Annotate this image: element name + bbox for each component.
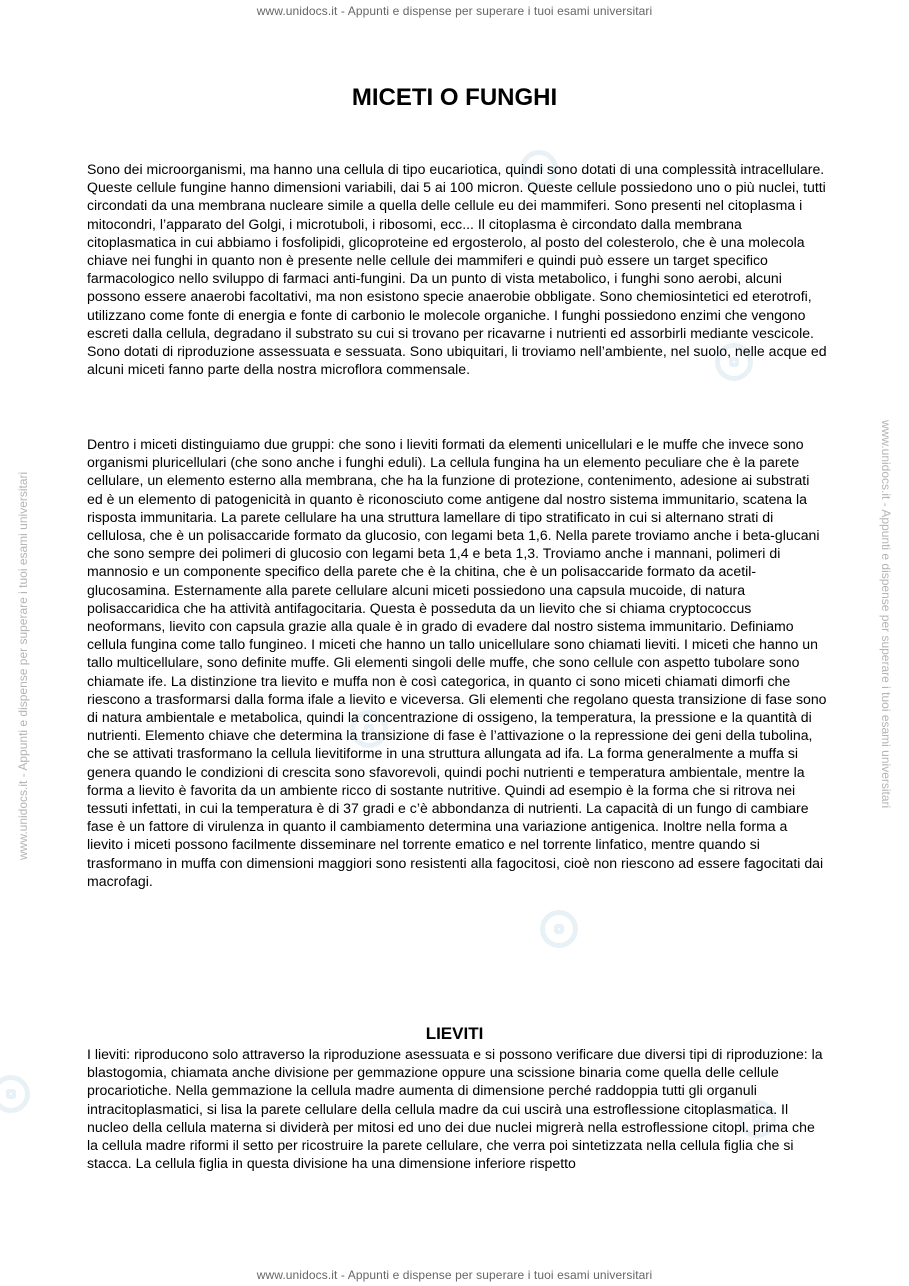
- lieviti-paragraph: I lieviti: riproducono solo attraverso la riproduzione asessuata e si possono verificare due diversi tipi di riproduzione: la blastogomia, chiamata anche divisione per gemmazione oppure una scissione binaria come quella delle cellule procariotiche. Nella gemmazione la cellula madre aumenta di dimensione perché raddoppia tutti gli organuli intracitoplasmatici, si lisa la parete cellulare della cellula madre da cui uscirà una estroflessione citoplasmatica. Il nucleo della cellula materna si dividerà per mitosi ed uno dei due nuclei migrerà nella estroflessione citopl. prima che la cellula madre riformi il setto per ricostruire la parete cellulare, che verra poi sintetizzata nella cellula figlia che si stacca. La cellula figlia in questa divisione ha una dimensione inferiore rispetto: [87, 1046, 823, 1172]
- section-heading-lieviti: LIEVITI: [425, 1024, 484, 1043]
- right-side-watermark: www.unidocs.it - Appunti e dispense per superare i tuoi esami universitari: [879, 420, 893, 809]
- footer-watermark: www.unidocs.it - Appunti e dispense per superare i tuoi esami universitari: [256, 1268, 653, 1282]
- header-watermark: www.unidocs.it - Appunti e dispense per superare i tuoi esami universitari: [256, 4, 653, 18]
- left-side-watermark: www.unidocs.it - Appunti e dispense per superare i tuoi esami universitari: [16, 471, 30, 860]
- intro-paragraph: Sono dei microorganismi, ma hanno una cellula di tipo eucariotica, quindi sono dotati di una complessità intracellulare. Queste cellule fungine hanno dimensioni variabili, dai 5 ai 100 micron. Queste cellule possiedono uno o più nuclei, tutti circondati da una membrana nucleare simile a quella delle cellule eu dei mammiferi. Sono presenti nel citoplasma i mitocondri, l’apparato del Golgi, i microtuboli, i ribosomi, ecc... Il citoplasma è circondato dalla membrana citoplasmatica in cui abbiamo i fosfolipidi, glicoproteine ed ergosterolo, al posto del colesterolo, che è una molecola chiave nei funghi in quanto non è presente nelle cellule dei mammiferi e quindi può essere un target specifico farmacologico nello sviluppo di farmaci anti-fungini. Da un punto di vista metabolico, i funghi sono aerobi, alcuni possono essere anaerobi facoltativi, ma non esistono specie anaerobie obbligate. Sono chemiosintetici ed eterotrofi, utilizzano come fonte di energia e fonte di carbonio le molecole organiche. I funghi possiedono enzimi che vengono escreti dalla cellula, degradano il substrato su cui si trovano per ricavarne i nutrienti ed assorbirli mediante vescicole. Sono dotati di riproduzione assessuata e sessuata. Sono ubiquitari, li troviamo nell’ambiente, nel suolo, nelle acque ed alcuni miceti fanno parte della nostra microflora commensale.: [87, 161, 827, 378]
- document-title: MICETI O FUNGHI: [351, 84, 558, 111]
- watermark-logo-icon: [0, 1075, 30, 1113]
- body-paragraph: Dentro i miceti distinguiamo due gruppi: che sono i lieviti formati da elementi unicellulari e le muffe che invece sono organismi pluricellulari (che sono anche i funghi eduli). La cellula fungina ha un elemento peculiare che è la parete cellulare, un elemento esterno alla membrana, che ha la funzione di protezione, contenimento, adesione ai substrati ed è un elemento di patogenicità in quanto è riconosciuto come antigene dal nostro sistema immunitario, scatena la risposta immunitaria. La parete cellulare ha una struttura lamellare di tipo stratificato in cui si alternano strati di cellulosa, che è un polisaccaride formato da glucosio, con legami beta 1,6. Nella parete troviamo anche i beta-glucani che sono sempre dei polimeri di glucosio con legami beta 1,4 e beta 1,3. Troviamo anche i mannani, polimeri di mannosio e un componente specifico della parete che è la chitina, che è un polisaccaride formato da acetil-glucosamina. Esternamente alla parete cellulare alcuni miceti possiedono una capsula mucoide, di natura polisaccaridica che ha attività antifagocitaria. Questa è posseduta da un lievito che si chiama cryptococcus neoformans, lievito con capsula grazie alla quale è in grado di evadere dal nostro sistema immunitario. Definiamo cellula fungina come tallo fungineo. I miceti che hanno un tallo unicellulare sono chiamati lieviti. I miceti che hanno un tallo multicellulare, sono definite muffe. Gli elementi singoli delle muffe, che sono cellule con aspetto tubolare sono chiamate ife. La distinzione tra lievito e muffa non è così categorica, in quanto ci sono miceti chiamati dimorfi che riescono a trasformarsi dalla forma ifale a lievito e viceversa. Gli elementi che regolano questa transizione di fase sono di natura ambientale e metabolica, quindi la concentrazione di ossigeno, la temperatura, la pressione e la quantità di nutrienti. Elemento chiave che determina la transizione di fase è l’attivazione o la repressione dei geni della tubolina, che se attivati trasformano la cellula lievitiforme in una struttura allungata ad ifa. La forma generalmente a muffa si genera quando le condizioni di crescita sono sfavorevoli, quindi pochi nutrienti e temperatura ambientale, mentre la forma a lievito è favorita da un ambiente ricco di sostante nutritive. Quindi ad esempio è la forma che si ritrova nei tessuti infettati, in cui la temperatura è di 37 gradi e c’è abbondanza di nutrienti. La capacità di un fungo di cambiare fase è un fattore di virulenza in quanto il cambiamento determina una variazione antigenica. Inoltre nella forma a lievito i miceti possono facilmente disseminare nel torrente ematico e nel torrente linfatico, mentre quando si trasformano in muffa con dimensioni maggiori sono resistenti alla fagocitosi, cioè non riescono ad essere fagocitati dai macrofagi.: [87, 436, 827, 889]
- watermark-logo-icon: [540, 910, 578, 948]
